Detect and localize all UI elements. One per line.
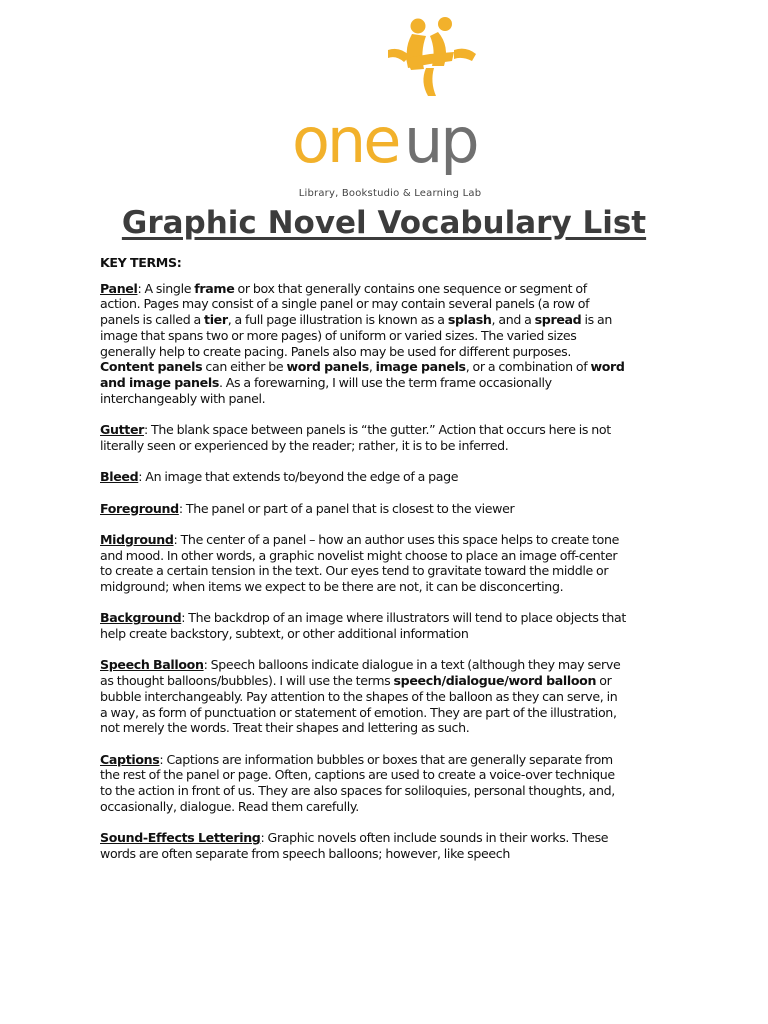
term-text: , and a — [491, 312, 535, 328]
term-name: Midground — [100, 531, 174, 547]
term-text: : The backdrop of an image where illustrators will tend to place objects that help create backstory, subtext, or other additional information — [100, 610, 626, 642]
term-name: Speech Balloon — [100, 657, 204, 673]
term-text: : The panel or part of a panel that is closest to the viewer — [178, 500, 515, 516]
term-bold: speech/dialogue/word balloon — [393, 673, 597, 689]
term-bold: word and image panels — [100, 359, 625, 390]
oneup-logo — [290, 12, 490, 197]
term-text: : Captions are information bubbles or boxes that are generally separate from the rest of the panel or page. Often, captions are used to create a voice-over technique to the action in front of us. They are also spaces for soliloquies, personal thoughts, and, occasionally, dialogue. Read them carefully. — [100, 751, 615, 814]
term-sound-effects-lettering — [100, 830, 626, 861]
term-bold: Content panels — [100, 359, 203, 375]
logo-wordmark-up: up — [404, 104, 477, 177]
term-name: Bleed — [100, 469, 139, 485]
term-name: Foreground — [100, 500, 179, 516]
term-foreground — [100, 501, 626, 517]
term-bold: spread — [534, 312, 582, 328]
term-text: or box that generally contains one sequence or segment of action. Pages may consist of a single panel or may contain several panels (a row of panels is called a — [100, 280, 590, 328]
term-text: : A single — [137, 280, 195, 296]
term-bold: frame — [194, 280, 235, 296]
term-name: Gutter — [100, 422, 144, 438]
term-text: can either be — [202, 359, 287, 375]
term-bold: word panels — [286, 359, 369, 375]
term-background — [100, 610, 626, 641]
logo-wordmark-one: one — [292, 104, 399, 177]
term-text: , or a combination of — [465, 359, 591, 375]
term-bleed — [100, 469, 626, 485]
term-name: Panel — [100, 280, 138, 296]
logo-caption: Library, Bookstudio & Learning Lab — [298, 188, 482, 199]
term-captions — [100, 752, 626, 815]
term-text: : The blank space between panels is “the gutter.” Action that occurs here is not literally seen or experienced by the reader; rather, it is to be inferred. — [100, 422, 611, 453]
term-gutter — [100, 422, 626, 453]
term-name: Sound-Effects Lettering — [100, 830, 261, 846]
oneup-logo-mark — [290, 12, 490, 182]
term-text: : The center of a panel – how an author uses this space helps to create tone and mood. In other words, a graphic novelist might choose to place an image off-center to create a certain tension in the text. Our eyes tend to gravitate toward the middle or midground; when items we expect to be there are not, it can be disconcerting. — [100, 531, 620, 594]
term-text: : An image that extends to/beyond the edge of a page — [138, 469, 459, 485]
term-name: Background — [100, 610, 182, 626]
reading-figures-icon — [388, 17, 476, 96]
term-text: : Speech balloons indicate dialogue in a text (although they may serve as thought balloons/bubbles). I will use the terms — [100, 657, 621, 689]
page-title: Graphic Novel Vocabulary List — [121, 205, 647, 241]
term-text: is an image that spans two or more pages) of uniform or varied sizes. The varied sizes generally help to create pacing. Panels also may be used for different purposes. — [100, 312, 613, 359]
term-text: : Graphic novels often include sounds in their works. These words are often separate from speech balloons; however, like speech — [100, 830, 609, 861]
term-midground — [100, 532, 626, 595]
term-bold: splash — [447, 312, 492, 328]
term-speech-balloon — [100, 657, 626, 736]
term-text: or bubble interchangeably. Pay attention to the shapes of the balloon as they can serve, in a way, as form of punctuation or statement of emotion. They are part of the illustration, not merely the words. Treat their shapes and lettering as such. — [100, 673, 618, 736]
vocabulary-list — [100, 255, 626, 877]
term-name: Captions — [100, 751, 160, 767]
term-text: , a full page illustration is known as a — [227, 312, 448, 328]
term-panel — [100, 281, 626, 407]
term-text: . As a forewarning, I will use the term frame occasionally interchangeably with panel. — [100, 374, 552, 406]
term-bold: image panels — [375, 359, 466, 375]
term-text: , — [368, 359, 376, 375]
key-terms-heading: KEY TERMS: — [100, 255, 182, 270]
term-bold: tier — [204, 312, 228, 328]
